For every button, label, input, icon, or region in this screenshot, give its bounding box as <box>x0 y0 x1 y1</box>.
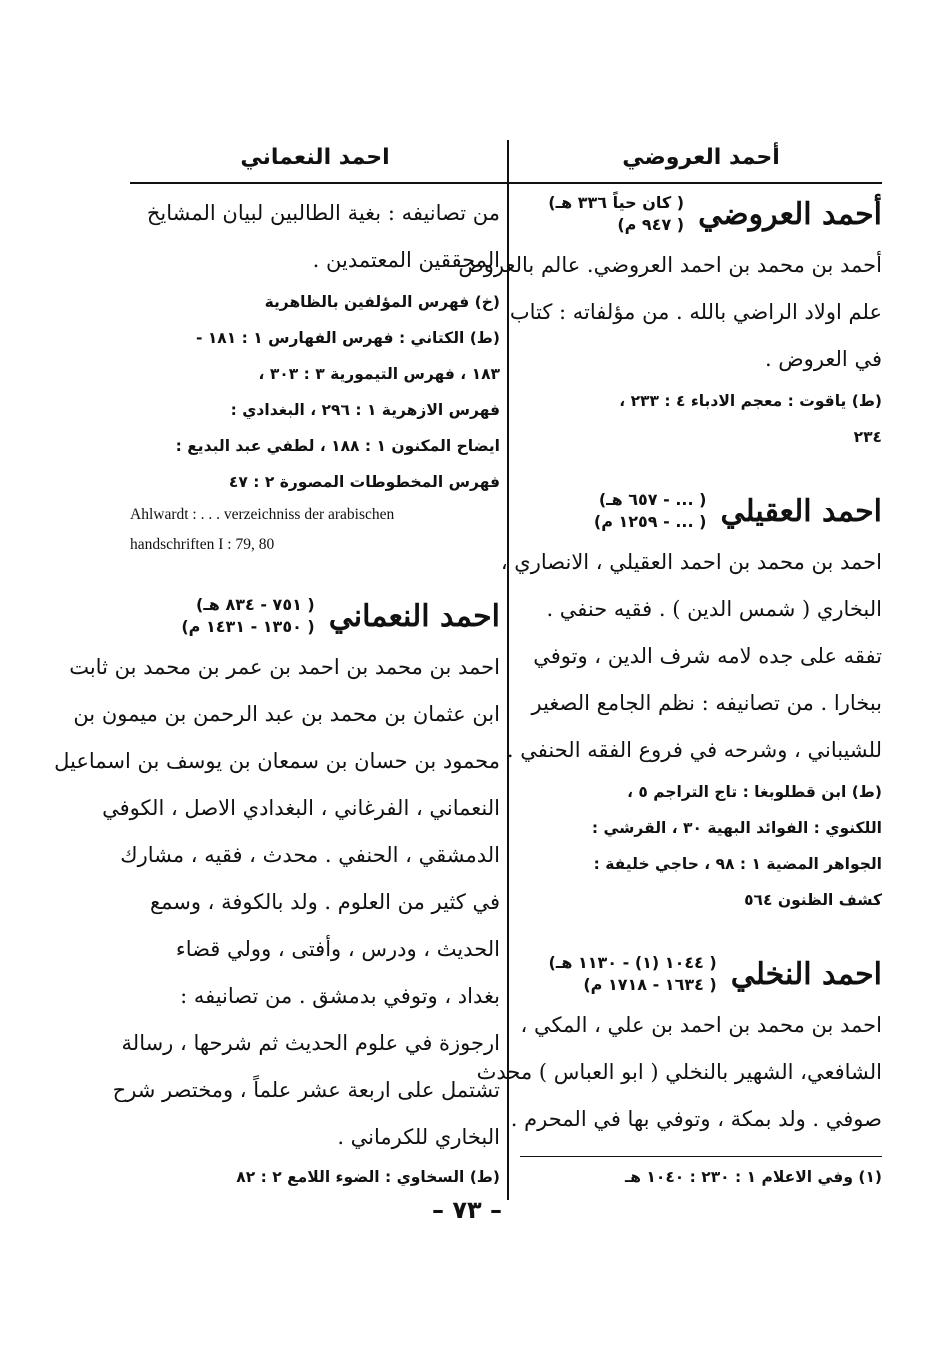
reference-line: اللكنوي : الفوائد البهية ٣٠ ، القرشي : <box>591 819 882 837</box>
date-hijri: ( كان حياً ٣٣٦ هـ) <box>548 193 685 212</box>
text-line: احمد بن محمد بن احمد بن علي ، المكي ، <box>520 1013 882 1037</box>
text-line: من تصانيفه : بغية الطالبين لبيان المشايخ <box>146 201 500 225</box>
text-line: البخاري للكرماني . <box>337 1125 500 1149</box>
entry-body <box>500 539 882 774</box>
text-line: ببخارا . من تصانيفه : نظم الجامع الصغير <box>531 691 882 715</box>
text-line: ابن عثمان بن محمد بن عبد الرحمن بن ميمون بن <box>73 702 500 726</box>
page-number: – ٧٣ – <box>431 1196 502 1224</box>
column-divider <box>507 140 509 1200</box>
date-hijri: ( ٧٥١ - ٨٣٤ هـ) <box>196 595 315 614</box>
entry-dates <box>594 489 707 533</box>
text-line: صوفي . ولد بمكة ، وتوفي بها في المحرم . <box>510 1107 882 1131</box>
text-line: احمد بن محمد بن احمد العقيلي ، الانصاري ، <box>500 550 882 574</box>
left-column <box>54 140 500 1161</box>
entry-body <box>458 242 882 383</box>
text-line: النعماني ، الفرغاني ، البغدادي الاصل ، الكوفي <box>102 796 500 820</box>
latin-reference <box>130 500 500 560</box>
entry-references <box>520 774 882 918</box>
reference-line: الجواهر المضية ١ : ٩٨ ، حاجي خليفة : <box>593 855 882 873</box>
text-line: محمود بن حسان بن سمعان بن يوسف بن اسماعيل <box>54 749 500 773</box>
footnote: (١) وفي الاعلام ١ : ٢٣٠ : ١٠٤٠ هـ <box>624 1168 882 1186</box>
running-head-left: احمد النعماني <box>240 145 390 170</box>
reference-line: فهرس المخطوطات المصورة ٢ : ٤٧ <box>228 473 500 491</box>
continued-entry-body <box>130 190 500 284</box>
entry-heading-aqili <box>520 489 882 533</box>
latin-line: handschriften I : 79, 80 <box>130 536 275 553</box>
latin-line: Ahlwardt : . . . verzeichniss der arabischen <box>130 506 395 523</box>
text-line: في العروض . <box>764 347 882 371</box>
entry-reference: (ط) السخاوي : الضوء اللامع ٢ : ٨٢ <box>236 1168 500 1186</box>
text-line: في كثير من العلوم . ولد بالكوفة ، وسمع <box>149 890 500 914</box>
text-line: احمد بن محمد بن احمد بن عمر بن محمد بن ثابت <box>69 655 500 679</box>
entry-dates <box>181 594 314 638</box>
entry-body <box>54 644 500 1161</box>
entry-name: أحمد العروضي <box>698 196 882 232</box>
reference-line: (ط) ابن قطلوبغا : تاج التراجم ٥ ، <box>627 783 882 801</box>
text-line: ارجوزة في علوم الحديث ثم شرحها ، رسالة <box>121 1031 500 1055</box>
entry-name: احمد النخلي <box>730 956 882 992</box>
reference-line: (ط) ياقوت : معجم الادباء ٤ : ٢٣٣ ، <box>619 392 882 410</box>
footnote-rule <box>520 1156 882 1157</box>
entry-heading-numani <box>130 594 500 638</box>
entry-references <box>130 284 500 500</box>
entry-heading-nakhli <box>520 952 882 996</box>
text-line: الشافعي، الشهير بالنخلي ( ابو العباس ) محدث <box>476 1060 882 1084</box>
text-line: علم اولاد الراضي بالله . من مؤلفاته : كتاب <box>509 300 882 324</box>
running-head-right: أحمد العروضي <box>622 145 780 170</box>
text-line: الحديث ، ودرس ، وأفتى ، وولي قضاء <box>175 937 500 961</box>
reference-line: (خ) فهرس المؤلفين بالظاهرية <box>264 293 500 311</box>
entry-name: احمد النعماني <box>328 598 500 634</box>
date-ad: ( ١٦٣٤ - ١٧١٨ م) <box>583 975 717 994</box>
text-line: للشيباني ، وشرحه في فروع الفقه الحنفي . <box>506 738 882 762</box>
reference-line: فهرس الازهرية ١ : ٢٩٦ ، البغدادي : <box>230 401 500 419</box>
entry-heading-aroudi <box>520 192 882 236</box>
date-ad: ( ... - ١٢٥٩ م) <box>593 512 707 531</box>
text-line: بغداد ، وتوفي بدمشق . من تصانيفه : <box>180 984 500 1008</box>
entry-body <box>476 1002 882 1143</box>
text-line: البخاري ( شمس الدين ) . فقيه حنفي . <box>546 597 882 621</box>
reference-line: كشف الظنون ٥٦٤ <box>744 891 882 909</box>
text-line: تشتمل على اربعة عشر علماً ، ومختصر شرح <box>112 1078 500 1102</box>
date-ad: ( ١٣٥٠ - ١٤٣١ م) <box>181 617 315 636</box>
reference-line: (ط) الكتاني : فهرس الفهارس ١ : ١٨١ - <box>195 329 500 347</box>
text-line: الدمشقي ، الحنفي . محدث ، فقيه ، مشارك <box>120 843 500 867</box>
entry-dates <box>549 952 717 996</box>
reference-line: ٢٣٤ <box>853 428 882 446</box>
date-ad: ( ٩٤٧ م) <box>617 215 685 234</box>
entry-references <box>520 383 882 455</box>
text-line: المحققين المعتمدين . <box>312 248 500 272</box>
text-line: تفقه على جده لامه شرف الدين ، وتوفي <box>533 644 882 668</box>
date-hijri: ( ... - ٦٥٧ هـ) <box>598 490 707 509</box>
right-column <box>458 140 882 1143</box>
entry-name: احمد العقيلي <box>720 493 882 529</box>
reference-line: ايضاح المكنون ١ : ١٨٨ ، لطفي عبد البديع : <box>175 437 500 455</box>
reference-line: ١٨٣ ، فهرس التيمورية ٣ : ٣٠٣ ، <box>258 365 500 383</box>
text-line: أحمد بن محمد بن احمد العروضي. عالم بالعروض <box>458 253 882 277</box>
date-hijri: ( ١٠٤٤ (١) - ١١٣٠ هـ) <box>548 953 717 972</box>
entry-dates <box>548 192 684 236</box>
